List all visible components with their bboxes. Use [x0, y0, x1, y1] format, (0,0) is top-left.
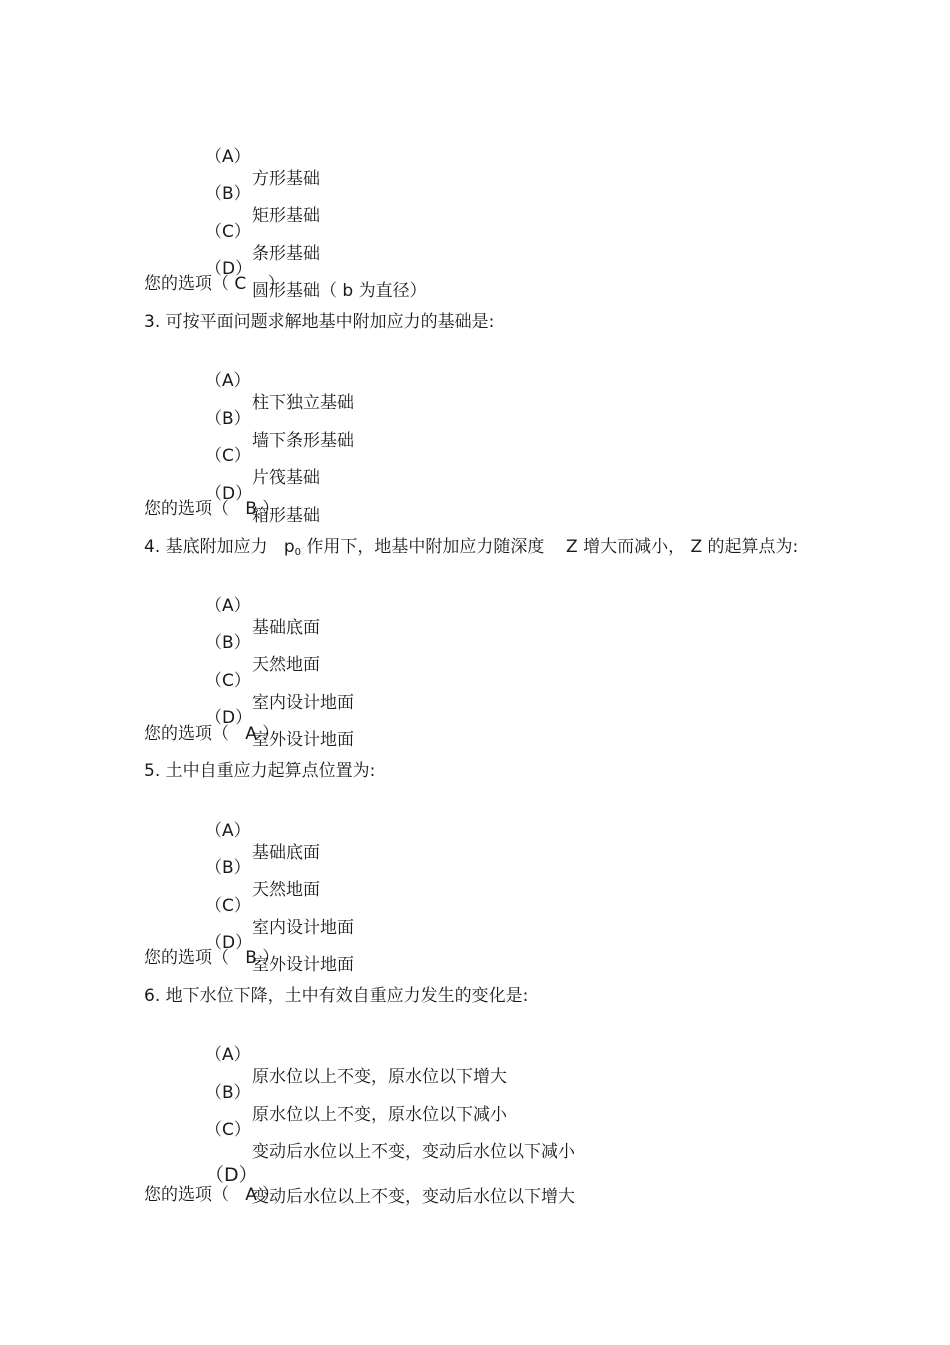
- option-label: （B）: [205, 633, 251, 653]
- option-text: 柱下独立基础: [252, 393, 354, 413]
- option-label: （C）: [205, 896, 251, 916]
- option-text: 室内设计地面: [252, 918, 354, 938]
- option-text: 片筏基础: [252, 468, 320, 488]
- option-text: 原水位以上不变，原水位以下增大: [252, 1067, 507, 1087]
- option-label: （C）: [205, 446, 251, 466]
- option-label: （D）: [205, 933, 253, 953]
- stem-subscript: 0: [294, 547, 302, 558]
- option-label: （A）: [205, 371, 251, 391]
- option-label: （B）: [205, 858, 251, 878]
- option-label: （C）: [205, 1120, 251, 1140]
- option-label: （C）: [205, 222, 251, 242]
- option-label: （D）: [205, 708, 253, 728]
- option-text: 基础底面: [252, 618, 320, 638]
- option-label: （A）: [205, 1045, 251, 1065]
- option-label: （D）: [205, 259, 253, 279]
- stem-part: 4. 基底附加应力 p: [144, 537, 295, 557]
- stem-part: 作用下，地基中附加应力随深度 Z 增大而减小， Z 的起算点为:: [301, 537, 799, 557]
- option-text: 天然地面: [252, 655, 320, 675]
- question-stem: [144, 536, 798, 564]
- option-text: 条形基础: [252, 244, 320, 264]
- option-text: 圆形基础（ b 为直径）: [252, 281, 427, 301]
- answer-line: 您的选项（ A ）: [144, 724, 280, 744]
- option-text: 天然地面: [252, 880, 320, 900]
- answer-line: 您的选项（ A ）: [144, 1185, 280, 1205]
- option-text: 矩形基础: [252, 206, 320, 226]
- option-text: 方形基础: [252, 169, 320, 189]
- option-text: 室外设计地面: [252, 730, 354, 750]
- answer-line: 您的选项（ B ）: [144, 499, 280, 519]
- question-stem: 3. 可按平面问题求解地基中附加应力的基础是:: [144, 312, 495, 332]
- question-stem: 6. 地下水位下降，土中有效自重应力发生的变化是:: [144, 986, 529, 1006]
- option-text: 室外设计地面: [252, 955, 354, 975]
- answer-line: 您的选项（ B ）: [144, 948, 280, 968]
- option-label: （D）: [205, 484, 253, 504]
- question-stem: 5. 土中自重应力起算点位置为:: [144, 761, 376, 781]
- option-label: （D）: [205, 1164, 258, 1186]
- option-label: （C）: [205, 671, 251, 691]
- option-text: 箱形基础: [252, 506, 320, 526]
- option-text: 变动后水位以上不变，变动后水位以下增大: [252, 1187, 575, 1207]
- option-text: 原水位以上不变，原水位以下减小: [252, 1105, 507, 1125]
- option-text: 墙下条形基础: [252, 431, 354, 451]
- option-label: （B）: [205, 409, 251, 429]
- option-text: 变动后水位以上不变，变动后水位以下减小: [252, 1142, 575, 1162]
- option-label: （B）: [205, 184, 251, 204]
- answer-line: 您的选项（ C ）: [144, 274, 285, 294]
- option-label: （A）: [205, 596, 251, 616]
- option-label: （A）: [205, 147, 251, 167]
- option-label: （A）: [205, 821, 251, 841]
- option-text: 室内设计地面: [252, 693, 354, 713]
- option-text: 基础底面: [252, 843, 320, 863]
- option-label: （B）: [205, 1083, 251, 1103]
